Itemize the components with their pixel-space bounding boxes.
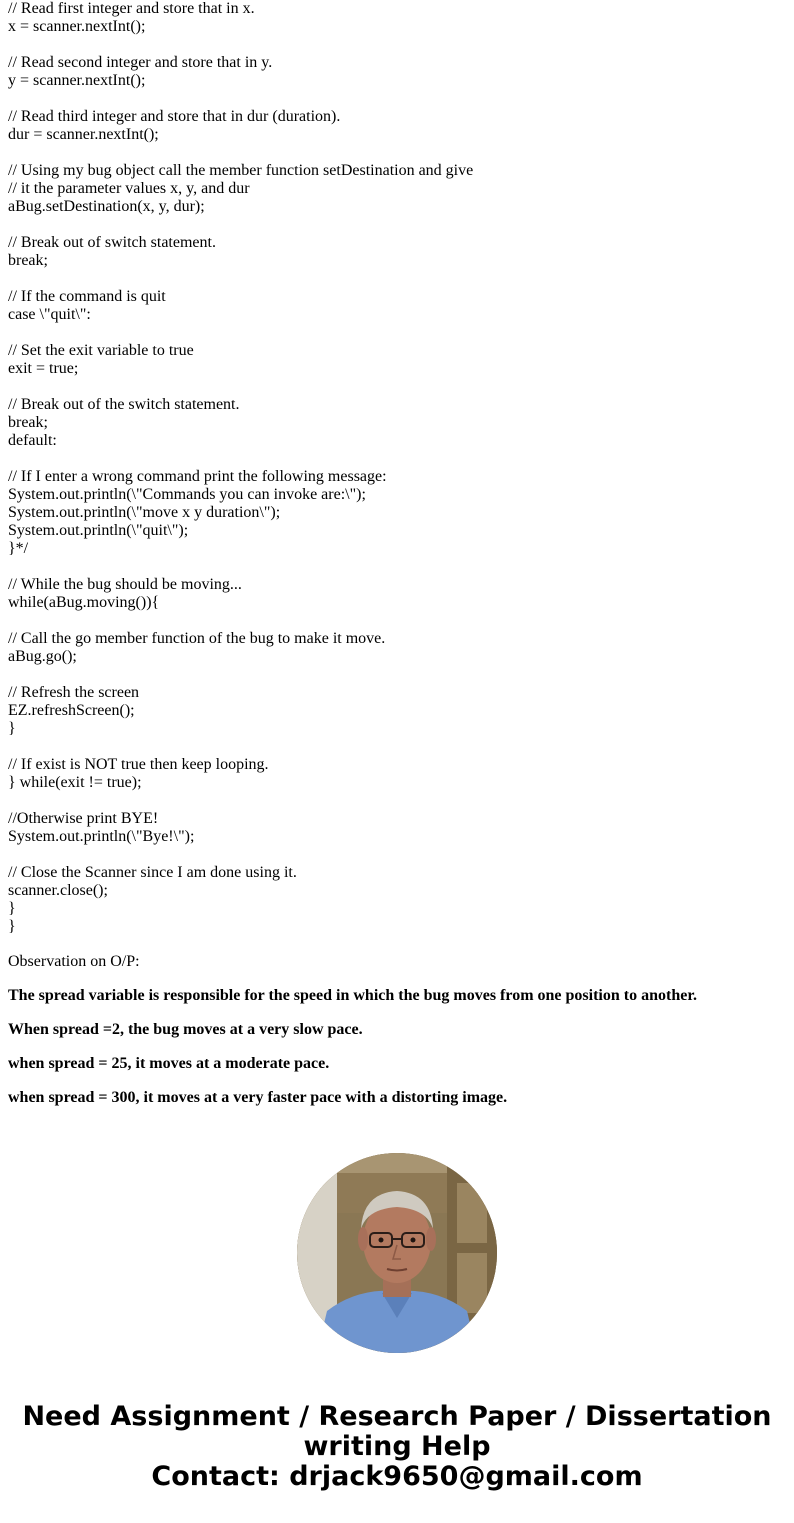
code-blank-line	[8, 144, 788, 162]
code-line: System.out.println(\"Bye!\");	[8, 828, 195, 845]
code-line: System.out.println(\"Commands you can invoke are:\");	[8, 486, 366, 503]
observation-point: when spread = 300, it moves at a very faster pace with a distorting image.	[8, 1089, 508, 1106]
code-line: // it the parameter values x, y, and dur	[8, 180, 250, 197]
code-blank-line	[8, 36, 788, 54]
code-line: // Read first integer and store that in x.	[8, 0, 255, 17]
code-line: // Break out of the switch statement.	[8, 396, 240, 413]
code-line: // Close the Scanner since I am done using it.	[8, 864, 297, 881]
code-blank-line	[8, 324, 788, 342]
code-line: }	[8, 720, 16, 737]
code-line: aBug.setDestination(x, y, dur);	[8, 198, 205, 215]
code-blank-line	[8, 270, 788, 288]
code-blank-line	[8, 558, 788, 576]
code-line: //Otherwise print BYE!	[8, 810, 159, 827]
code-blank-line	[8, 666, 788, 684]
promo-line: writing Help	[303, 1431, 491, 1462]
code-blank-line	[8, 378, 788, 396]
promo-contact: Contact: drjack9650@gmail.com	[151, 1461, 643, 1492]
author-avatar	[297, 1153, 497, 1353]
code-line: // Refresh the screen	[8, 684, 140, 701]
code-line: // Call the go member function of the bug to make it move.	[8, 630, 386, 647]
code-line: }*/	[8, 540, 29, 557]
code-line: System.out.println(\"move x y duration\");	[8, 504, 281, 521]
promo-line: Need Assignment / Research Paper / Dissertation	[22, 1401, 772, 1432]
code-line: case \"quit\":	[8, 306, 91, 323]
code-line: // Break out of switch statement.	[8, 234, 216, 251]
code-block	[8, 0, 788, 936]
code-line: scanner.close();	[8, 882, 108, 899]
code-line: exit = true;	[8, 360, 79, 377]
code-blank-line	[8, 216, 788, 234]
observation-point: When spread =2, the bug moves at a very slow pace.	[8, 1021, 363, 1038]
observation-point: when spread = 25, it moves at a moderate pace.	[8, 1055, 330, 1072]
code-line: aBug.go();	[8, 648, 77, 665]
observation-point: The spread variable is responsible for the speed in which the bug moves from one position to another.	[8, 987, 697, 1004]
observation-heading: Observation on O/P:	[8, 953, 140, 970]
code-line: System.out.println(\"quit\");	[8, 522, 189, 539]
code-line: x = scanner.nextInt();	[8, 18, 146, 35]
code-line: y = scanner.nextInt();	[8, 72, 146, 89]
code-line: default:	[8, 432, 57, 449]
code-blank-line	[8, 450, 788, 468]
code-blank-line	[8, 612, 788, 630]
code-line: }	[8, 918, 16, 935]
code-line: // If the command is quit	[8, 288, 166, 305]
code-line: while(aBug.moving()){	[8, 594, 160, 611]
code-blank-line	[8, 738, 788, 756]
code-line: // Using my bug object call the member function setDestination and give	[8, 162, 474, 179]
code-line: }	[8, 900, 16, 917]
code-line: // Set the exit variable to true	[8, 342, 194, 359]
code-line: // If exist is NOT true then keep looping.	[8, 756, 269, 773]
code-line: break;	[8, 414, 48, 431]
code-blank-line	[8, 792, 788, 810]
code-line: break;	[8, 252, 48, 269]
code-line: // If I enter a wrong command print the following message:	[8, 468, 387, 485]
code-line: // While the bug should be moving...	[8, 576, 242, 593]
code-line: EZ.refreshScreen();	[8, 702, 135, 719]
promo-banner	[0, 1402, 794, 1492]
code-blank-line	[8, 90, 788, 108]
code-line: // Read second integer and store that in y.	[8, 54, 273, 71]
code-line: dur = scanner.nextInt();	[8, 126, 159, 143]
code-line: // Read third integer and store that in dur (duration).	[8, 108, 341, 125]
code-line: } while(exit != true);	[8, 774, 142, 791]
code-blank-line	[8, 846, 788, 864]
